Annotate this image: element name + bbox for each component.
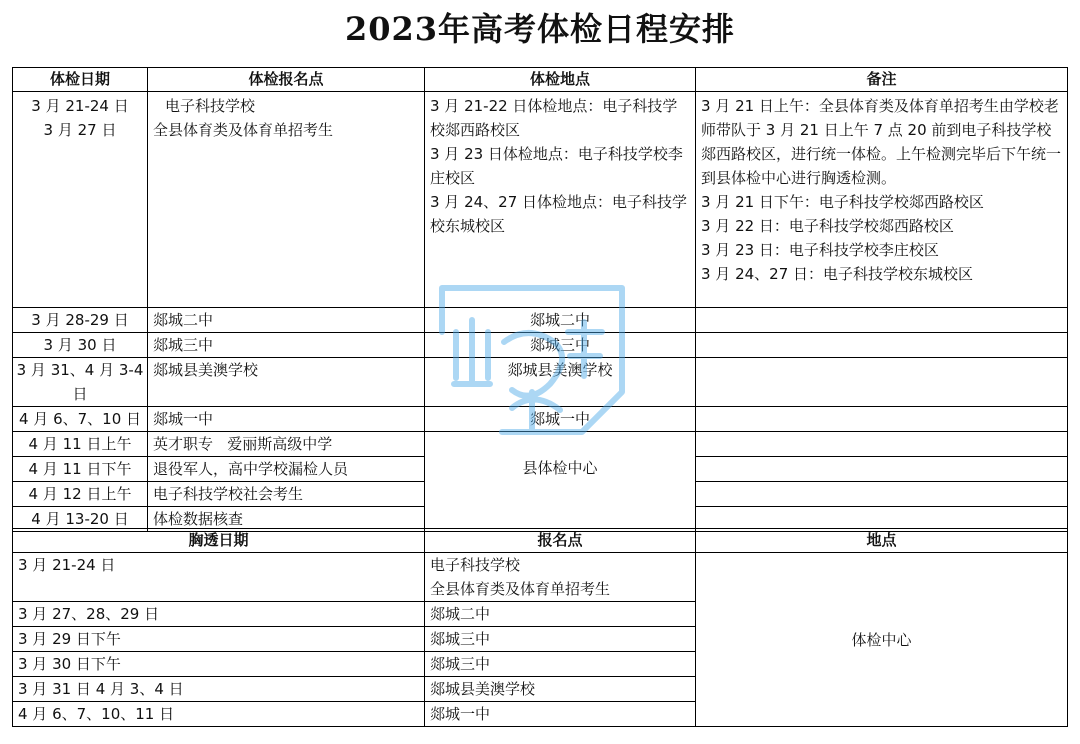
schedule-header-row: [13, 68, 1068, 92]
chest-row3-date: 3 月 29 日下午: [13, 627, 425, 652]
row2-note: [696, 308, 1068, 333]
header-enroll-point: 体检报名点: [148, 68, 425, 92]
chest-header-row: [13, 529, 1068, 553]
chest-row4-enroll: 郯城三中: [425, 652, 696, 677]
chest-location-text: 体检中心: [851, 630, 912, 649]
chest-table: [12, 528, 1068, 727]
row9-date: 4 月 13-20 日: [13, 507, 148, 532]
row9-enroll: 体检数据核查: [148, 507, 425, 532]
row3-location: 郯城三中: [425, 333, 696, 358]
row1-note-4: 3 月 23 日：电子科技学校李庄校区: [701, 241, 939, 259]
chest-row1-enroll: [425, 553, 696, 602]
row5-enroll: 郯城一中: [148, 407, 425, 432]
row1-notes: [696, 92, 1068, 308]
table-row: [13, 92, 1068, 308]
chest-row6-date: 4 月 6、7、10、11 日: [13, 702, 425, 727]
row5-note: [696, 407, 1068, 432]
row3-note: [696, 333, 1068, 358]
row2-date: 3 月 28-29 日: [13, 308, 148, 333]
table-row: [13, 553, 1068, 602]
header-exam-location: 体检地点: [425, 68, 696, 92]
table-row: [13, 407, 1068, 432]
row1-locations: [425, 92, 696, 308]
row1-date-1: 3 月 21-24 日: [31, 97, 129, 115]
row1-note-5: 3 月 24、27 日：电子科技学校东城校区: [701, 265, 974, 283]
row6-date: 4 月 11 日上午: [13, 432, 148, 457]
header-notes: 备注: [696, 68, 1068, 92]
row4-enroll: 郯城县美澳学校: [148, 358, 425, 407]
row1-note-1: 3 月 21 日上午：全县体育类及体育单招考生由学校老师带队于 3 月 21 日上午 7 点 20 前到电子科技学校郯西路校区，进行统一体检。上午检测完毕后下午统一到县体检中心进行胸透检测。: [701, 97, 1062, 187]
chest-row1-enroll-2: 全县体育类及体育单招考生: [430, 580, 611, 598]
row1-enroll-1: 电子科技学校: [165, 97, 256, 115]
table-row: [13, 308, 1068, 333]
row7-date: 4 月 11 日下午: [13, 457, 148, 482]
center-location-text: 县体检中心: [522, 458, 598, 477]
row1-location-1: 3 月 21-22 日体检地点：电子科技学校郯西路校区: [430, 97, 678, 139]
row1-enroll-2: 全县体育类及体育单招考生: [153, 121, 334, 139]
table-row: [13, 333, 1068, 358]
row8-enroll: 电子科技学校社会考生: [148, 482, 425, 507]
header-exam-date: 体检日期: [13, 68, 148, 92]
chest-row1-date: 3 月 21-24 日: [13, 553, 425, 602]
header-chest-date: 胸透日期: [13, 529, 425, 553]
row2-enroll: 郯城二中: [148, 308, 425, 333]
row1-date-2: 3 月 27 日: [43, 121, 117, 139]
chest-row6-enroll: 郯城一中: [425, 702, 696, 727]
header-chest-location: 地点: [696, 529, 1068, 553]
row4-date: [13, 358, 148, 407]
chest-row5-enroll: 郯城县美澳学校: [425, 677, 696, 702]
page-title: 2023年高考体检日程安排: [344, 10, 736, 48]
row1-dates: [13, 92, 148, 308]
center-location: [425, 432, 696, 532]
row1-note-2: 3 月 21 日下午：电子科技学校郯西路校区: [701, 193, 984, 211]
row8-note: [696, 482, 1068, 507]
row3-date: 3 月 30 日: [13, 333, 148, 358]
row1-location-2: 3 月 23 日体检地点：电子科技学校李庄校区: [430, 145, 683, 187]
row3-enroll: 郯城三中: [148, 333, 425, 358]
row1-location-3: 3 月 24、27 日体检地点：电子科技学校东城校区: [430, 193, 688, 235]
chest-row2-enroll: 郯城二中: [425, 602, 696, 627]
row4-note: [696, 358, 1068, 407]
chest-row3-enroll: 郯城三中: [425, 627, 696, 652]
row4-date-text: 3 月 31、4 月 3-4 日: [16, 361, 144, 403]
chest-row2-date: 3 月 27、28、29 日: [13, 602, 425, 627]
schedule-table: [12, 67, 1068, 532]
row1-note-3: 3 月 22 日：电子科技学校郯西路校区: [701, 217, 954, 235]
row1-enroll: [148, 92, 425, 308]
row8-date: 4 月 12 日上午: [13, 482, 148, 507]
row4-location: 郯城县美澳学校: [425, 358, 696, 407]
chest-row5-date: 3 月 31 日 4 月 3、4 日: [13, 677, 425, 702]
chest-row1-enroll-1: 电子科技学校: [430, 556, 521, 574]
table-row: [13, 432, 1068, 457]
header-chest-enroll: 报名点: [425, 529, 696, 553]
row7-note: [696, 457, 1068, 482]
row7-enroll: 退役军人，高中学校漏检人员: [148, 457, 425, 482]
row2-location: 郯城二中: [425, 308, 696, 333]
row6-note: [696, 432, 1068, 457]
chest-row4-date: 3 月 30 日下午: [13, 652, 425, 677]
chest-location: [696, 553, 1068, 727]
table-row: [13, 358, 1068, 407]
row5-date: 4 月 6、7、10 日: [13, 407, 148, 432]
row5-location: 郯城一中: [425, 407, 696, 432]
row6-enroll: 英才职专 爱丽斯高级中学: [148, 432, 425, 457]
